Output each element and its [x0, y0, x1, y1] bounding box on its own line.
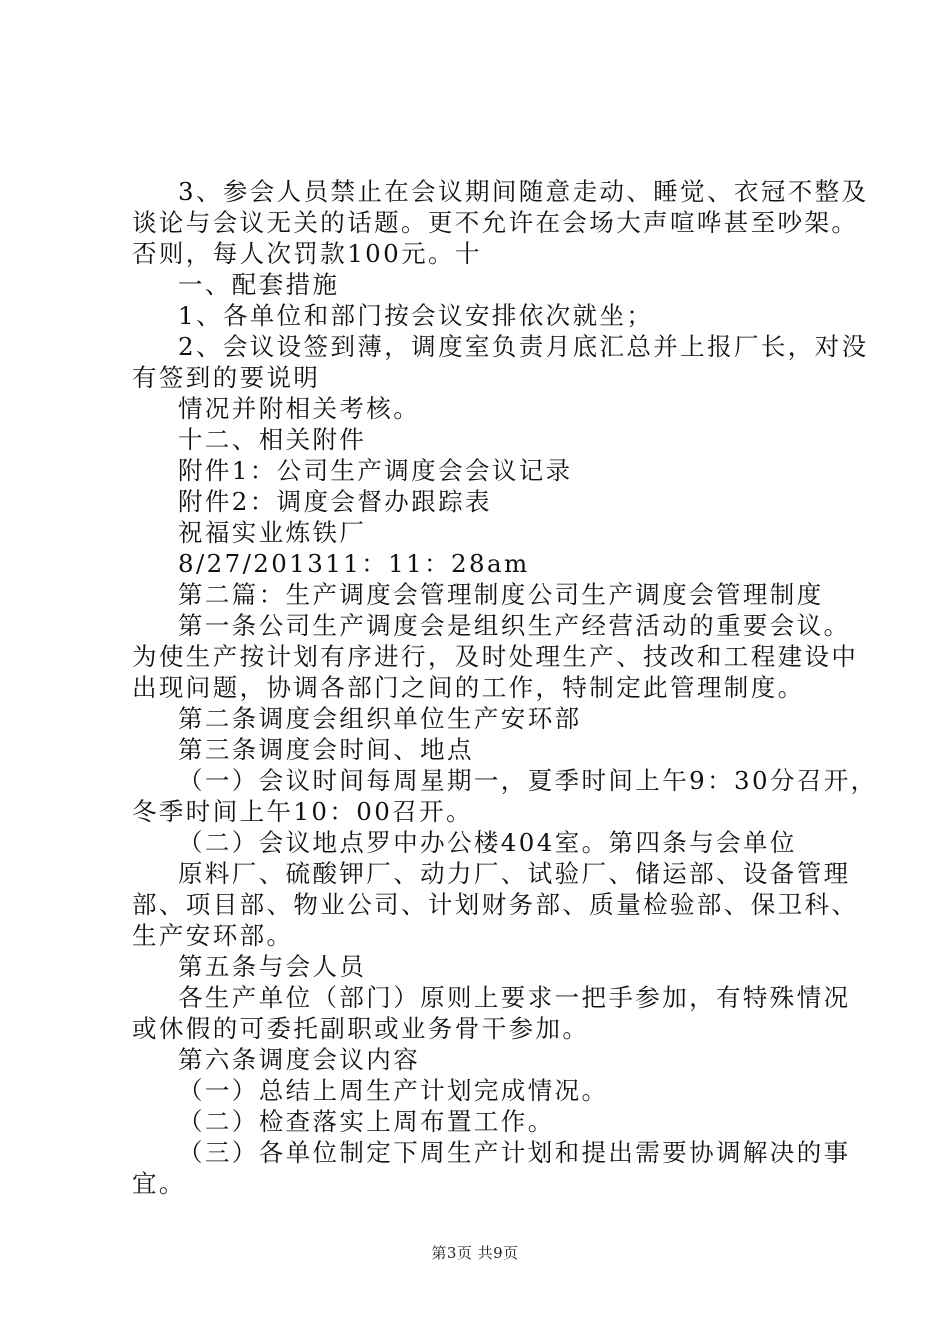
text-line: 十二、相关附件 [178, 425, 367, 454]
text-line: 第五条与会人员 [178, 952, 367, 981]
document-body [132, 176, 878, 1199]
text-line: 附件2：调度会督办跟踪表 [178, 487, 492, 516]
text-line: 附件1：公司生产调度会会议记录 [178, 456, 573, 485]
text-line: （三）各单位制定下周生产计划和提出需要协调解决的事 [178, 1138, 851, 1167]
text-line: 部、项目部、物业公司、计划财务部、质量检验部、保卫科、 [132, 890, 859, 919]
text-line: 出现问题，协调各部门之间的工作，特制定此管理制度。 [132, 673, 805, 702]
text-line: 原料厂、硫酸钾厂、动力厂、试验厂、储运部、设备管理 [178, 859, 851, 888]
text-line: 或休假的可委托副职或业务骨干参加。 [132, 1014, 590, 1043]
text-line: 各生产单位（部门）原则上要求一把手参加，有特殊情况 [178, 983, 851, 1012]
text-line: 冬季时间上午10：00召开。 [132, 797, 473, 826]
text-line: （一）总结上周生产计划完成情况。 [178, 1076, 609, 1105]
text-line: （二）检查落实上周布置工作。 [178, 1107, 555, 1136]
text-line: 祝福实业炼铁厂 [178, 518, 367, 547]
text-line: 第一条公司生产调度会是组织生产经营活动的重要会议。 [178, 611, 851, 640]
text-line: 2、会议设签到薄，调度室负责月底汇总并上报厂长，对没 [178, 332, 869, 361]
text-line: 为使生产按计划有序进行，及时处理生产、技改和工程建设中 [132, 642, 859, 671]
text-line: 第三条调度会时间、地点 [178, 735, 474, 764]
text-line: 3、参会人员禁止在会议期间随意走动、睡觉、衣冠不整及 [178, 177, 869, 206]
text-line: （二）会议地点罗中办公楼404室。第四条与会单位 [178, 828, 797, 857]
text-line: 宜。 [132, 1169, 186, 1198]
text-line: 有签到的要说明 [132, 363, 321, 392]
text-line: 1、各单位和部门按会议安排依次就坐； [178, 301, 654, 330]
text-line: 情况并附相关考核。 [178, 394, 421, 423]
text-line: 第二条调度会组织单位生产安环部 [178, 704, 582, 733]
text-line: 第六条调度会议内容 [178, 1045, 421, 1074]
text-line: 否则，每人次罚款100元。十 [132, 239, 482, 268]
text-line: 一、配套措施 [178, 270, 340, 299]
text-line: 生产安环部。 [132, 921, 294, 950]
text-line: （一）会议时间每周星期一，夏季时间上午9：30分召开， [178, 766, 878, 795]
text-line: 第二篇：生产调度会管理制度公司生产调度会管理制度 [178, 580, 824, 609]
text-line: 谈论与会议无关的话题。更不允许在会场大声喧哗甚至吵架。 [132, 208, 859, 237]
text-line: 8/27/201311：11：28am [178, 549, 530, 578]
page-footer: 第3页 共9页 [431, 1244, 519, 1262]
